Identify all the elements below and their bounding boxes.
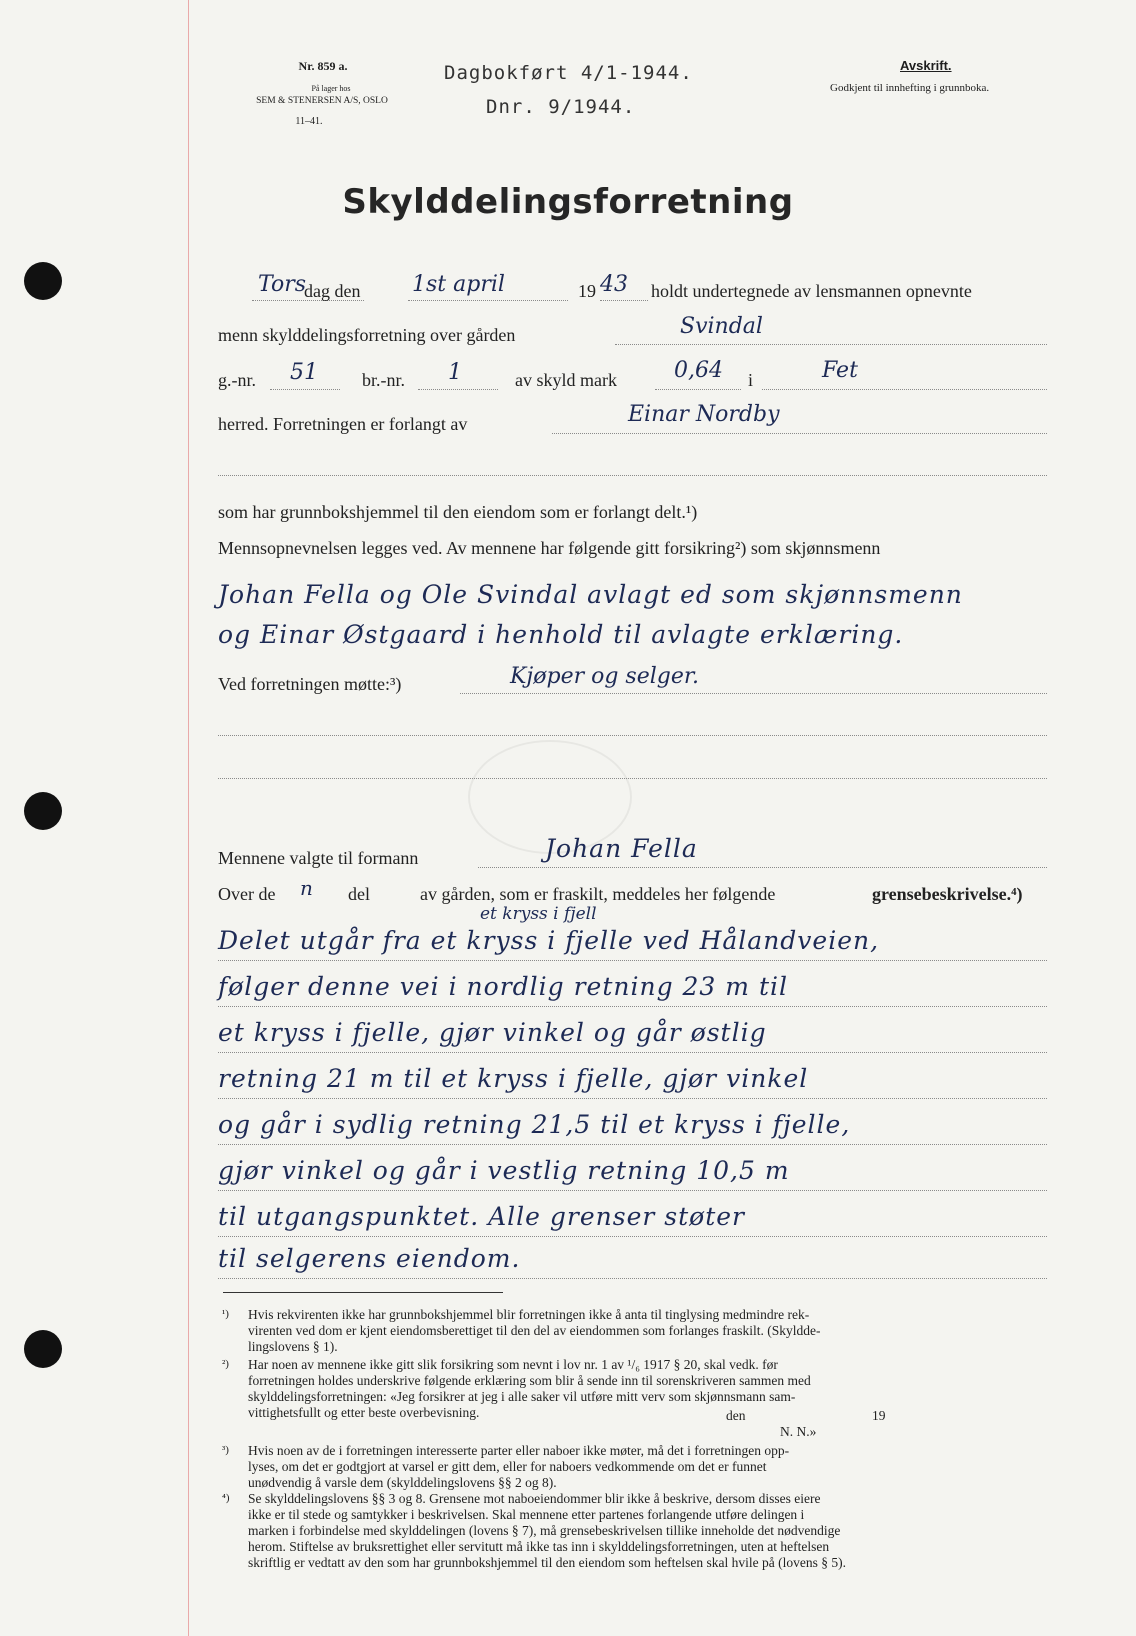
footnote-line: vittighetsfullt og etter beste overbevisning. [248, 1405, 480, 1420]
desc-rule [218, 1278, 1047, 1279]
footnote-2-marker: ²) [222, 1358, 229, 1370]
skyld-label: av skyld mark [515, 370, 617, 390]
attendance-label: Ved forretningen møtte:³) [218, 674, 402, 694]
year-handwriting: 43 [600, 272, 628, 297]
attendance-handwriting: Kjøper og selger. [510, 664, 699, 689]
footnote-line: Har noen av mennene ikke gitt slik forsikring som nevnt i lov nr. 1 av ¹/₆ 1917 § 20, skal vedk. før [248, 1357, 778, 1372]
brnr-label: br.-nr. [362, 370, 405, 390]
chairman-label: Mennene valgte til formann [218, 848, 419, 868]
oath-handwriting-2: og Einar Østgaard i henhold til avlagte erklæring. [218, 620, 904, 649]
brnr-handwriting: 1 [448, 360, 462, 385]
blank-field-line-3 [218, 778, 1047, 779]
copy-label: Avskrift. [900, 58, 952, 73]
chairman-handwriting: Johan Fella [545, 834, 698, 863]
description-line: Delet utgår fra et kryss i fjelle ved Hålandveien, [218, 926, 880, 955]
weekday-handwriting: Tors [258, 272, 307, 297]
desc-rule [218, 1098, 1047, 1099]
description-line: følger denne vei i nordlig retning 23 m til [218, 972, 788, 1001]
desc-rule [218, 1006, 1047, 1007]
desc-rule [218, 1144, 1047, 1145]
punch-hole-top [24, 262, 62, 300]
footnote-line: herom. Stiftelse av bruksrettighet eller servitutt må ikke tas inn i skylddelingsforretningen, uten at heftelsen [248, 1539, 830, 1554]
plural-handwriting: n [300, 876, 313, 900]
attendance-field-line [460, 693, 1047, 694]
oath-handwriting-1: Johan Fella og Ole Svindal avlagt ed som skjønnsmenn [218, 580, 963, 609]
footnote-rule [223, 1292, 503, 1293]
farm-label: menn skylddelingsforretning over gården [218, 325, 516, 345]
footnote-line: virenten ved dom er kjent eiendomsberettiget til den del av eiendommen som forlanges fraskilt. (Skyldde- [248, 1323, 821, 1338]
forsikring-text: Mennsopnevnelsen legges ved. Av mennene har følgende gitt forsikring²) som skjønnsmenn [218, 538, 881, 558]
punch-hole-middle [24, 792, 62, 830]
publisher-line-2: SEM & STENERSEN A/S, OSLO [256, 96, 388, 106]
desc-rule [218, 1190, 1047, 1191]
footnote-2-signature: N. N.» [780, 1424, 817, 1439]
description-line: et kryss i fjelle, gjør vinkel og går østlig [218, 1018, 767, 1047]
footnote-line: forretningen holdes underskrive følgende erklæring som blir å sende inn til sorenskriveren sammen med [248, 1373, 811, 1388]
blank-field-line [218, 475, 1047, 476]
footnote-line: Hvis noen av de i forretningen interesserte parter eller naboer ikke møter, må det i forretningen opp- [248, 1443, 790, 1458]
footnote-line: marken i forbindelse med skylddelingen (lovens § 7), må grensebeskrivelsen tillike inneholde det nødvendige [248, 1523, 841, 1538]
description-line: retning 21 m til et kryss i fjelle, gjør vinkel [218, 1064, 809, 1093]
desc-rule [218, 1236, 1047, 1237]
desc-rule [218, 1052, 1047, 1053]
insert-handwriting: et kryss i fjell [480, 904, 597, 924]
footnote-1-marker: ¹) [222, 1308, 229, 1320]
herred-field-line [762, 389, 1047, 390]
century-label: 19 [578, 281, 596, 301]
footnote-2-year: 19 [872, 1408, 886, 1423]
footnote-3-marker: ³) [222, 1444, 229, 1456]
footnote-line: Se skylddelingslovens §§ 3 og 8. Grensene mot naboeiendommer blir ikke å beskrive, dersom disses eiere [248, 1491, 821, 1506]
requested-by-field-line [552, 433, 1047, 434]
publisher-line-1: På lager hos [311, 84, 351, 93]
description-line: gjør vinkel og går i vestlig retning 10,5 m [218, 1156, 790, 1185]
gnr-field-line [270, 389, 340, 390]
blank-field-line-2 [218, 735, 1047, 736]
punch-hole-bottom [24, 1330, 62, 1368]
footnote-line: skylddelingsforretningen: «Jeg forsikrer at jeg i alle saker vil utføre mitt verv som skjønnsmann sam- [248, 1389, 796, 1404]
farm-field-line [615, 344, 1047, 345]
document-title: Skylddelingsforretning [342, 182, 794, 222]
skyld-field-line [655, 389, 741, 390]
fraskilt-text: av gården, som er fraskilt, meddeles her følgende [420, 884, 776, 904]
dag-den-label: dag den [304, 281, 361, 301]
footnote-line: skriftlig er vedtatt av den som har grunnbokshjemmel til den eiendom som heftelsen skal hvile på (lovens § 5). [248, 1555, 846, 1570]
footnote-line: lingslovens § 1). [248, 1339, 338, 1354]
i-label: i [748, 370, 754, 390]
grensebeskrivelse-label: grensebeskrivelse.⁴) [872, 884, 1023, 904]
requester-handwriting: Einar Nordby [628, 402, 780, 427]
description-line: til utgangspunktet. Alle grenser støter [218, 1202, 745, 1231]
gnr-label: g.-nr. [218, 370, 256, 390]
description-line: og går i sydlig retning 21,5 til et kryss i fjelle, [218, 1110, 851, 1139]
footnote-4-marker: ⁴) [222, 1492, 230, 1504]
footnote-line: lyses, om det er godtgjort at varsel er gitt dem, eller for naboers vedkommende om det er funnet [248, 1459, 767, 1474]
footnote-2-den: den [726, 1408, 746, 1423]
copy-note: Godkjent til innhefting i grunnboka. [830, 82, 990, 94]
print-date: 11–41. [295, 116, 323, 127]
grunnbok-text: som har grunnbokshjemmel til den eiendom som er forlangt delt.¹) [218, 502, 698, 522]
skyld-handwriting: 0,64 [674, 358, 723, 383]
intro-text: holdt undertegnede av lensmannen opnevnte [651, 281, 972, 301]
gnr-handwriting: 51 [290, 360, 318, 385]
herred-handwriting: Fet [822, 358, 858, 383]
footnote-line: unødvendig å varsle dem (skylddelingslovens §§ 2 og 8). [248, 1475, 557, 1490]
requested-by-label: herred. Forretningen er forlangt av [218, 414, 468, 434]
date-handwriting: 1st april [412, 272, 505, 297]
margin-rule [188, 0, 189, 1636]
brnr-field-line [418, 389, 498, 390]
farm-handwriting: Svindal [680, 314, 763, 339]
chairman-field-line [478, 867, 1047, 868]
year-field-line [600, 300, 648, 301]
description-line: til selgerens eiendom. [218, 1244, 521, 1273]
journal-stamp-line-2: Dnr. 9/1944. [486, 96, 636, 118]
footnote-line: ikke er til stede og samtykker i beskrivelsen. Skal mennene etter partenes forlangende utføre delingen i [248, 1507, 805, 1522]
footnote-line: Hvis rekvirenten ikke har grunnbokshjemmel blir forretningen ikke å anta til tinglysing medmindre rek- [248, 1307, 810, 1322]
desc-rule [218, 960, 1047, 961]
journal-stamp-line-1: Dagbokført 4/1-1944. [444, 62, 693, 84]
date-field-line [408, 300, 568, 301]
del-label: del [348, 884, 370, 904]
over-de-label: Over de [218, 884, 276, 904]
form-number: Nr. 859 a. [298, 59, 348, 73]
